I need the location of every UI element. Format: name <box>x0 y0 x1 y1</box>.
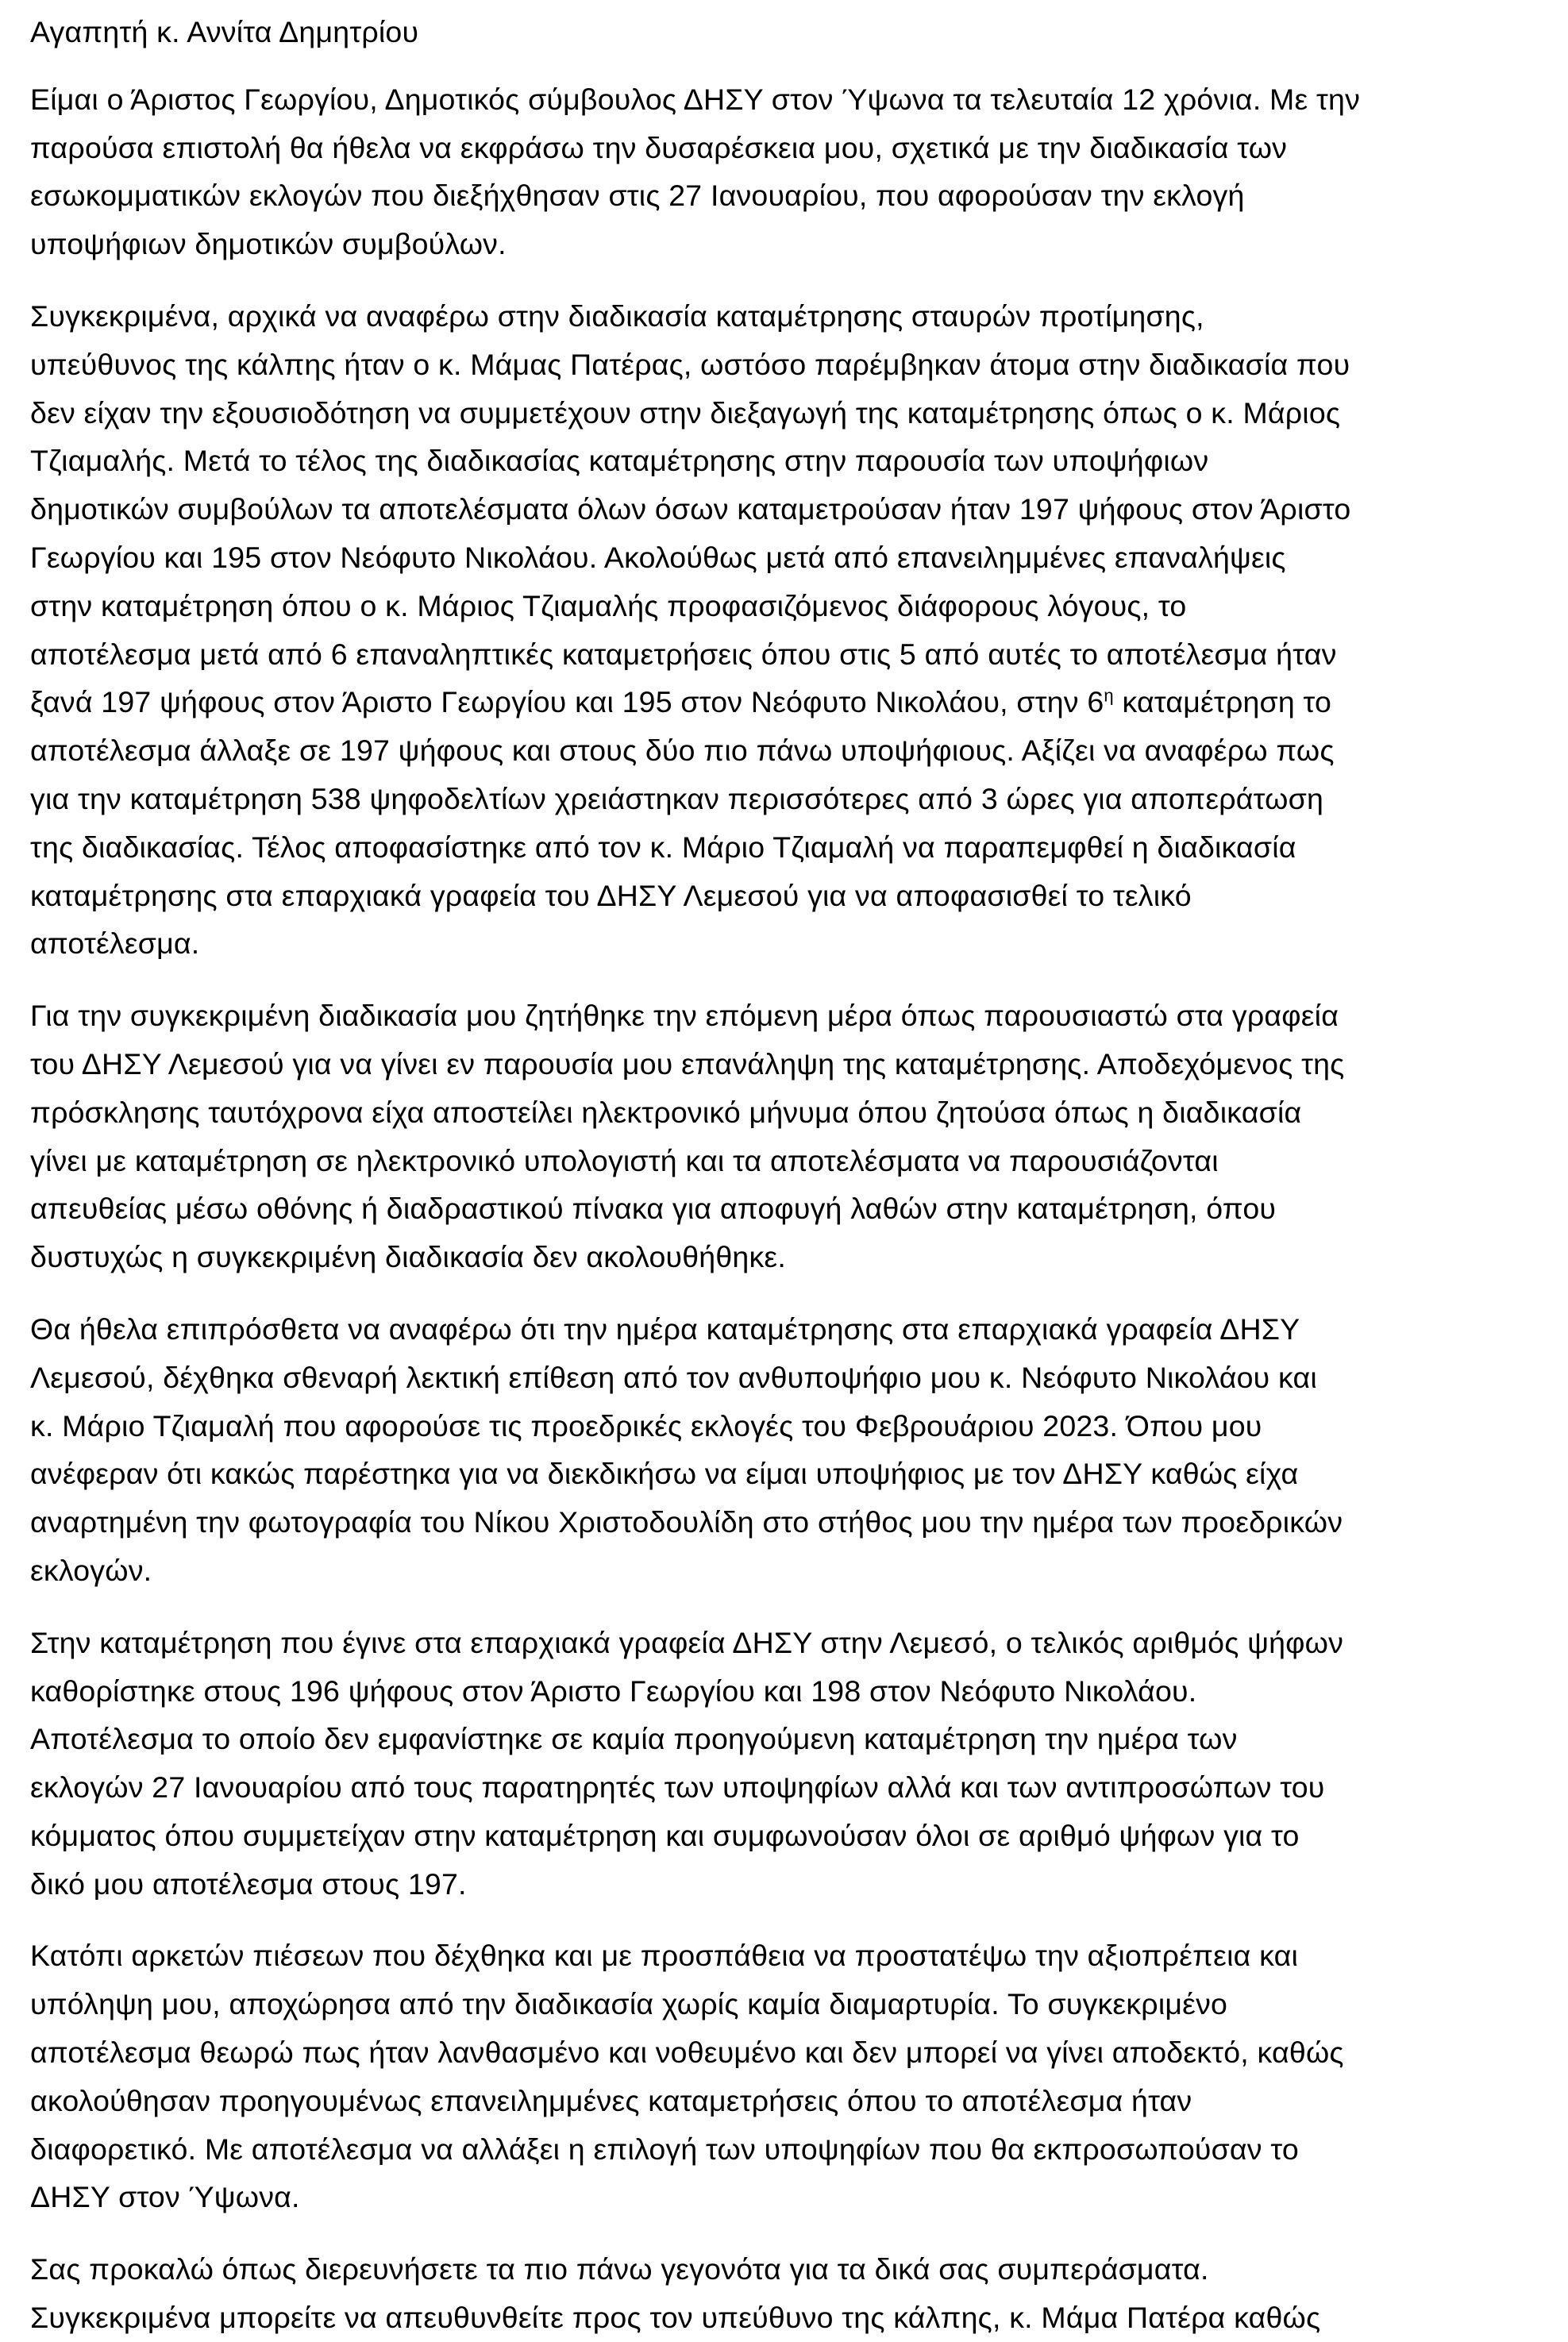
text-line: καταμέτρησης στα επαρχιακά γραφεία του ΔΗΣΥ Λεμεσού για να αποφασισθεί το τελικό <box>30 878 1192 912</box>
text-line: αναρτημένη την φωτογραφία του Νίκου Χριστοδουλίδη στο στήθος μου την ημέρα των προεδρικών <box>30 1505 1343 1539</box>
text-line: στην καταμέτρηση όπου ο κ. Μάριος Τζιαμαλής προφασιζόμενος διάφορους λόγους, το <box>30 588 1187 622</box>
text-line: υποψήφιων δημοτικών συμβούλων. <box>30 227 507 261</box>
text-line: αποτέλεσμα. <box>30 926 200 961</box>
salutation: Αγαπητή κ. Αννίτα Δημητρίου <box>30 15 419 48</box>
text-line: απευθείας μέσω οθόνης ή διαδραστικού πίνακα για αποφυγή λαθών στην καταμέτρηση, όπου <box>30 1192 1277 1226</box>
text-line: Συγκεκριμένα, αρχικά να αναφέρω στην διαδικασία καταμέτρησης σταυρών προτίμησης, <box>30 299 1204 333</box>
text-line: αποτέλεσμα μετά από 6 επαναληπτικές καταμετρήσεις όπου στις 5 από αυτές το αποτέλεσμα ήταν <box>30 637 1337 671</box>
text-line: ακολούθησαν προηγουμένως επανειλημμένες καταμετρήσεις όπου το αποτέλεσμα ήταν <box>30 2083 1192 2117</box>
text-line: υπεύθυνος της κάλπης ήταν ο κ. Μάμας Πατέρας, ωστόσο παρέμβηκαν άτομα στην διαδικασία που <box>30 347 1350 381</box>
text-line: κόμματος όπου συμμετείχαν στην καταμέτρηση και συμφωνούσαν όλοι σε αριθμό ψήφων για το <box>30 1818 1300 1852</box>
text-line: Κατόπι αρκετών πιέσεων που δέχθηκα και με προσπάθεια να προστατέψω την αξιοπρέπεια και <box>30 1939 1299 1973</box>
text-line: δυστυχώς η συγκεκριμένη διαδικασία δεν ακολουθήθηκε. <box>30 1240 786 1274</box>
text-line: Συγκεκριμένα μπορείτε να απευθυνθείτε προς τον υπεύθυνο της κάλπης, κ. Μάμα Πατέρα καθώς <box>30 2301 1321 2335</box>
text-line: της διαδικασίας. Τέλος αποφασίστηκε από τον κ. Μάριο Τζιαμαλή να παραπεμφθεί η διαδικασία <box>30 830 1296 864</box>
paragraph-final-count <box>30 1619 1544 1909</box>
text-line: ΔΗΣΥ στον Ύψωνα. <box>30 2180 300 2214</box>
text-line: δημοτικών συμβούλων τα αποτελέσματα όλων όσων καταμετρούσαν ήταν 197 ψήφους στον Άριστο <box>30 492 1351 526</box>
text-line: καθορίστηκε στους 196 ψήφους στον Άριστο Γεωργίου και 198 στον Νεόφυτο Νικολάου. <box>30 1674 1197 1708</box>
text-line: για την καταμέτρηση 538 ψηφοδελτίων χρειάστηκαν περισσότερες από 3 ώρες για αποπεράτωση <box>30 781 1324 815</box>
text-line: Στην καταμέτρηση που έγινε στα επαρχιακά γραφεία ΔΗΣΥ στην Λεμεσό, ο τελικός αριθμός ψήφων <box>30 1625 1344 1659</box>
paragraph-intro <box>30 75 1544 268</box>
text-line: παρούσα επιστολή θα ήθελα να εκφράσω την δυσαρέσκεια μου, σχετικά με την διαδικασία των <box>30 130 1288 164</box>
paragraph-withdrawal <box>30 1932 1544 2221</box>
text-line: υπόληψη μου, αποχώρησα από την διαδικασία χωρίς καμία διαμαρτυρία. Το συγκεκριμένο <box>30 1987 1228 2021</box>
text-line: διαφορετικό. Με αποτέλεσμα να αλλάξει η επιλογή των υποψηφίων που θα εκπροσωπούσαν το <box>30 2132 1299 2166</box>
paragraph-recount-request <box>30 992 1544 1281</box>
text-line: δικό μου αποτέλεσμα στους 197. <box>30 1866 467 1901</box>
text-line: Αποτέλεσμα το οποίο δεν εμφανίστηκε σε καμία προηγούμενη καταμέτρηση την ημέρα των <box>30 1722 1238 1756</box>
text-line: αποτέλεσμα θεωρώ πως ήταν λανθασμένο και νοθευμένο και δεν μπορεί να γίνει αποδεκτό, καθώς <box>30 2036 1344 2070</box>
text-line: του ΔΗΣΥ Λεμεσού για να γίνει εν παρουσία μου επανάληψη της καταμέτρησης. Αποδεχόμενος της <box>30 1046 1345 1080</box>
text-line: Λεμεσού, δέχθηκα σθεναρή λεκτική επίθεση από τον ανθυποψήφιο μου κ. Νεόφυτο Νικολάου και <box>30 1360 1317 1394</box>
text-line: εκλογών 27 Ιανουαρίου από τους παρατηρητές των υποψηφίων αλλά και των αντιπροσώπων του <box>30 1770 1325 1805</box>
text-line-with-ordinal <box>30 678 1544 726</box>
text-line: Σας προκαλώ όπως διερευνήσετε τα πιο πάνω γεγονότα για τα δικά σας συμπεράσματα. <box>30 2252 1209 2286</box>
text-line: γίνει με καταμέτρηση σε ηλεκτρονικό υπολογιστή και τα αποτελέσματα να παρουσιάζονται <box>30 1143 1219 1177</box>
text-line: δεν είχαν την εξουσιοδότηση να συμμετέχουν στην διεξαγωγή της καταμέτρησης όπως ο κ. Μάριος <box>30 395 1341 429</box>
text-line: Γεωργίου και 195 στον Νεόφυτο Νικολάου. Ακολούθως μετά από επανειλημμένες επαναλήψεις <box>30 540 1286 574</box>
paragraph-challenge <box>30 2245 1544 2342</box>
text-line: κ. Μάριο Τζιαμαλή που αφορούσε τις προεδρικές εκλογές του Φεβρουάριου 2023. Όπου μου <box>30 1408 1262 1443</box>
text-line: εκλογών. <box>30 1553 152 1587</box>
paragraph-verbal-attack <box>30 1305 1544 1595</box>
text-line: ανέφεραν ότι κακώς παρέστηκα για να διεκδικήσω να είμαι υποψήφιος με τον ΔΗΣΥ καθώς είχα <box>30 1457 1299 1491</box>
text-line: Είμαι ο Άριστος Γεωργίου, Δημοτικός σύμβουλος ΔΗΣΥ στον Ύψωνα τα τελευταία 12 χρόνια. Με την <box>30 82 1361 116</box>
text-line: Τζιαμαλής. Μετά το τέλος της διαδικασίας καταμέτρησης στην παρουσία των υποψήφιων <box>30 444 1209 478</box>
text-line: εσωκομματικών εκλογών που διεξήχθησαν στις 27 Ιανουαρίου, που αφορούσαν την εκλογή <box>30 179 1245 213</box>
text-segment: ξανά 197 ψήφους στον Άριστο Γεωργίου και 195 στον Νεόφυτο Νικολάου, στην 6 <box>30 685 1104 719</box>
text-line: Θα ήθελα επιπρόσθετα να αναφέρω ότι την ημέρα καταμέτρησης στα επαρχιακά γραφεία ΔΗΣΥ <box>30 1312 1300 1346</box>
text-segment: καταμέτρηση το <box>1113 685 1332 719</box>
text-line: πρόσκλησης ταυτόχρονα είχα αποστείλει ηλεκτρονικό μήνυμα όπου ζητούσα όπως η διαδικασία <box>30 1095 1302 1129</box>
paragraph-counting-process <box>30 292 1544 968</box>
ordinal-superscript: η <box>1104 685 1114 706</box>
text-line: Για την συγκεκριμένη διαδικασία μου ζητήθηκε την επόμενη μέρα όπως παρουσιαστώ στα γραφεία <box>30 999 1339 1033</box>
text-line: αποτέλεσμα άλλαξε σε 197 ψήφους και στους δύο πιο πάνω υποψήφιους. Αξίζει να αναφέρω πως <box>30 734 1335 768</box>
